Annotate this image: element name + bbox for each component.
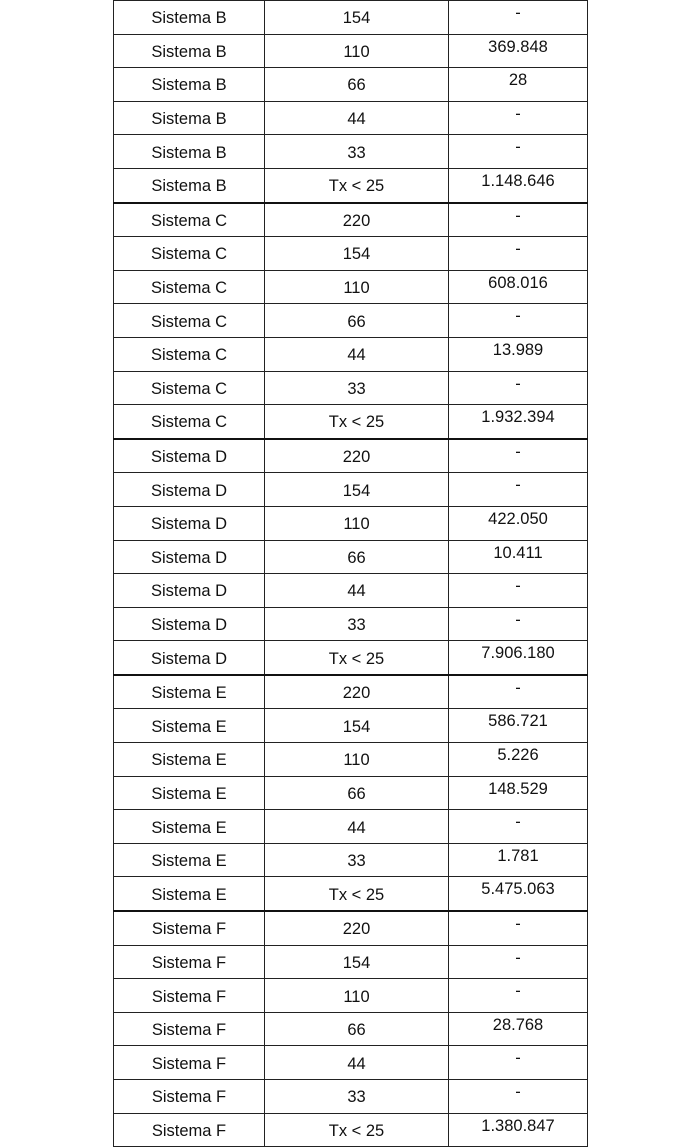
value-cell: -: [449, 1, 588, 35]
table-row: [114, 607, 588, 641]
value-cell: -: [449, 574, 588, 608]
table-row: [114, 979, 588, 1013]
system-cell: Sistema D: [114, 473, 265, 507]
voltage-cell: 220: [265, 675, 449, 709]
voltage-cell: 154: [265, 945, 449, 979]
system-cell: Sistema D: [114, 607, 265, 641]
voltage-cell: 154: [265, 1, 449, 35]
system-cell: Sistema D: [114, 641, 265, 675]
system-cell: Sistema C: [114, 270, 265, 304]
value-cell: -: [449, 1080, 588, 1114]
table-row: [114, 1046, 588, 1080]
system-cell: Sistema F: [114, 1012, 265, 1046]
table-row: [114, 405, 588, 439]
system-cell: Sistema F: [114, 945, 265, 979]
table-body: [114, 1, 588, 1147]
table-row: [114, 1113, 588, 1147]
table-row: [114, 641, 588, 675]
table-row: [114, 34, 588, 68]
voltage-cell: 110: [265, 270, 449, 304]
table-row: [114, 574, 588, 608]
system-cell: Sistema B: [114, 135, 265, 169]
voltage-cell: 154: [265, 709, 449, 743]
voltage-cell: 33: [265, 371, 449, 405]
table-row: [114, 135, 588, 169]
system-cell: Sistema C: [114, 203, 265, 237]
value-cell: -: [449, 237, 588, 271]
system-cell: Sistema C: [114, 337, 265, 371]
value-cell: -: [449, 203, 588, 237]
table-row: [114, 337, 588, 371]
data-table: [113, 0, 588, 1147]
voltage-cell: 44: [265, 1046, 449, 1080]
table-row: [114, 473, 588, 507]
voltage-cell: 110: [265, 979, 449, 1013]
value-cell: 1.932.394: [449, 405, 588, 439]
value-cell: -: [449, 101, 588, 135]
voltage-cell: 110: [265, 34, 449, 68]
voltage-cell: 66: [265, 776, 449, 810]
system-cell: Sistema D: [114, 540, 265, 574]
table-row: [114, 270, 588, 304]
value-cell: 28.768: [449, 1012, 588, 1046]
voltage-cell: Tx < 25: [265, 405, 449, 439]
voltage-cell: Tx < 25: [265, 168, 449, 202]
system-cell: Sistema E: [114, 877, 265, 911]
table-row: [114, 540, 588, 574]
voltage-cell: 66: [265, 540, 449, 574]
value-cell: -: [449, 911, 588, 945]
system-cell: Sistema D: [114, 439, 265, 473]
system-cell: Sistema F: [114, 911, 265, 945]
table-row: [114, 843, 588, 877]
voltage-cell: 33: [265, 1080, 449, 1114]
system-cell: Sistema B: [114, 168, 265, 202]
system-cell: Sistema E: [114, 810, 265, 844]
value-cell: 148.529: [449, 776, 588, 810]
voltage-cell: 220: [265, 439, 449, 473]
system-cell: Sistema C: [114, 371, 265, 405]
voltage-cell: 44: [265, 101, 449, 135]
value-cell: -: [449, 607, 588, 641]
voltage-cell: 110: [265, 743, 449, 777]
table-row: [114, 203, 588, 237]
system-cell: Sistema B: [114, 68, 265, 102]
table-row: [114, 743, 588, 777]
voltage-cell: 44: [265, 574, 449, 608]
voltage-cell: Tx < 25: [265, 877, 449, 911]
value-cell: -: [449, 810, 588, 844]
table-row: [114, 1, 588, 35]
system-cell: Sistema E: [114, 675, 265, 709]
value-cell: 1.781: [449, 843, 588, 877]
value-cell: -: [449, 439, 588, 473]
system-cell: Sistema B: [114, 34, 265, 68]
voltage-cell: 154: [265, 473, 449, 507]
value-cell: -: [449, 675, 588, 709]
table-row: [114, 776, 588, 810]
system-cell: Sistema C: [114, 405, 265, 439]
value-cell: -: [449, 371, 588, 405]
voltage-cell: Tx < 25: [265, 641, 449, 675]
value-cell: 608.016: [449, 270, 588, 304]
voltage-cell: 44: [265, 810, 449, 844]
voltage-cell: Tx < 25: [265, 1113, 449, 1147]
table-row: [114, 810, 588, 844]
system-cell: Sistema C: [114, 237, 265, 271]
value-cell: 13.989: [449, 337, 588, 371]
value-cell: 586.721: [449, 709, 588, 743]
table-row: [114, 911, 588, 945]
value-cell: -: [449, 473, 588, 507]
table-row: [114, 237, 588, 271]
value-cell: -: [449, 1046, 588, 1080]
value-cell: -: [449, 945, 588, 979]
table-row: [114, 68, 588, 102]
voltage-cell: 44: [265, 337, 449, 371]
table-row: [114, 1080, 588, 1114]
system-cell: Sistema F: [114, 1046, 265, 1080]
value-cell: 5.226: [449, 743, 588, 777]
table-row: [114, 709, 588, 743]
voltage-cell: 33: [265, 607, 449, 641]
value-cell: 1.380.847: [449, 1113, 588, 1147]
table-row: [114, 506, 588, 540]
system-cell: Sistema E: [114, 776, 265, 810]
system-cell: Sistema F: [114, 979, 265, 1013]
system-cell: Sistema D: [114, 574, 265, 608]
value-cell: 7.906.180: [449, 641, 588, 675]
voltage-cell: 66: [265, 304, 449, 338]
value-cell: 369.848: [449, 34, 588, 68]
table-row: [114, 675, 588, 709]
table-row: [114, 168, 588, 202]
system-cell: Sistema E: [114, 743, 265, 777]
table-row: [114, 1012, 588, 1046]
system-cell: Sistema B: [114, 1, 265, 35]
voltage-cell: 66: [265, 68, 449, 102]
system-cell: Sistema B: [114, 101, 265, 135]
table-row: [114, 101, 588, 135]
table-row: [114, 945, 588, 979]
value-cell: -: [449, 135, 588, 169]
value-cell: -: [449, 979, 588, 1013]
voltage-cell: 154: [265, 237, 449, 271]
value-cell: 422.050: [449, 506, 588, 540]
value-cell: 10.411: [449, 540, 588, 574]
value-cell: 28: [449, 68, 588, 102]
value-cell: 1.148.646: [449, 168, 588, 202]
system-cell: Sistema E: [114, 843, 265, 877]
voltage-cell: 110: [265, 506, 449, 540]
table-row: [114, 371, 588, 405]
system-cell: Sistema D: [114, 506, 265, 540]
table-row: [114, 304, 588, 338]
system-cell: Sistema F: [114, 1113, 265, 1147]
voltage-cell: 33: [265, 135, 449, 169]
system-cell: Sistema E: [114, 709, 265, 743]
voltage-cell: 220: [265, 911, 449, 945]
voltage-cell: 220: [265, 203, 449, 237]
system-cell: Sistema F: [114, 1080, 265, 1114]
voltage-cell: 66: [265, 1012, 449, 1046]
table-row: [114, 877, 588, 911]
value-cell: -: [449, 304, 588, 338]
system-cell: Sistema C: [114, 304, 265, 338]
table-row: [114, 439, 588, 473]
value-cell: 5.475.063: [449, 877, 588, 911]
voltage-cell: 33: [265, 843, 449, 877]
